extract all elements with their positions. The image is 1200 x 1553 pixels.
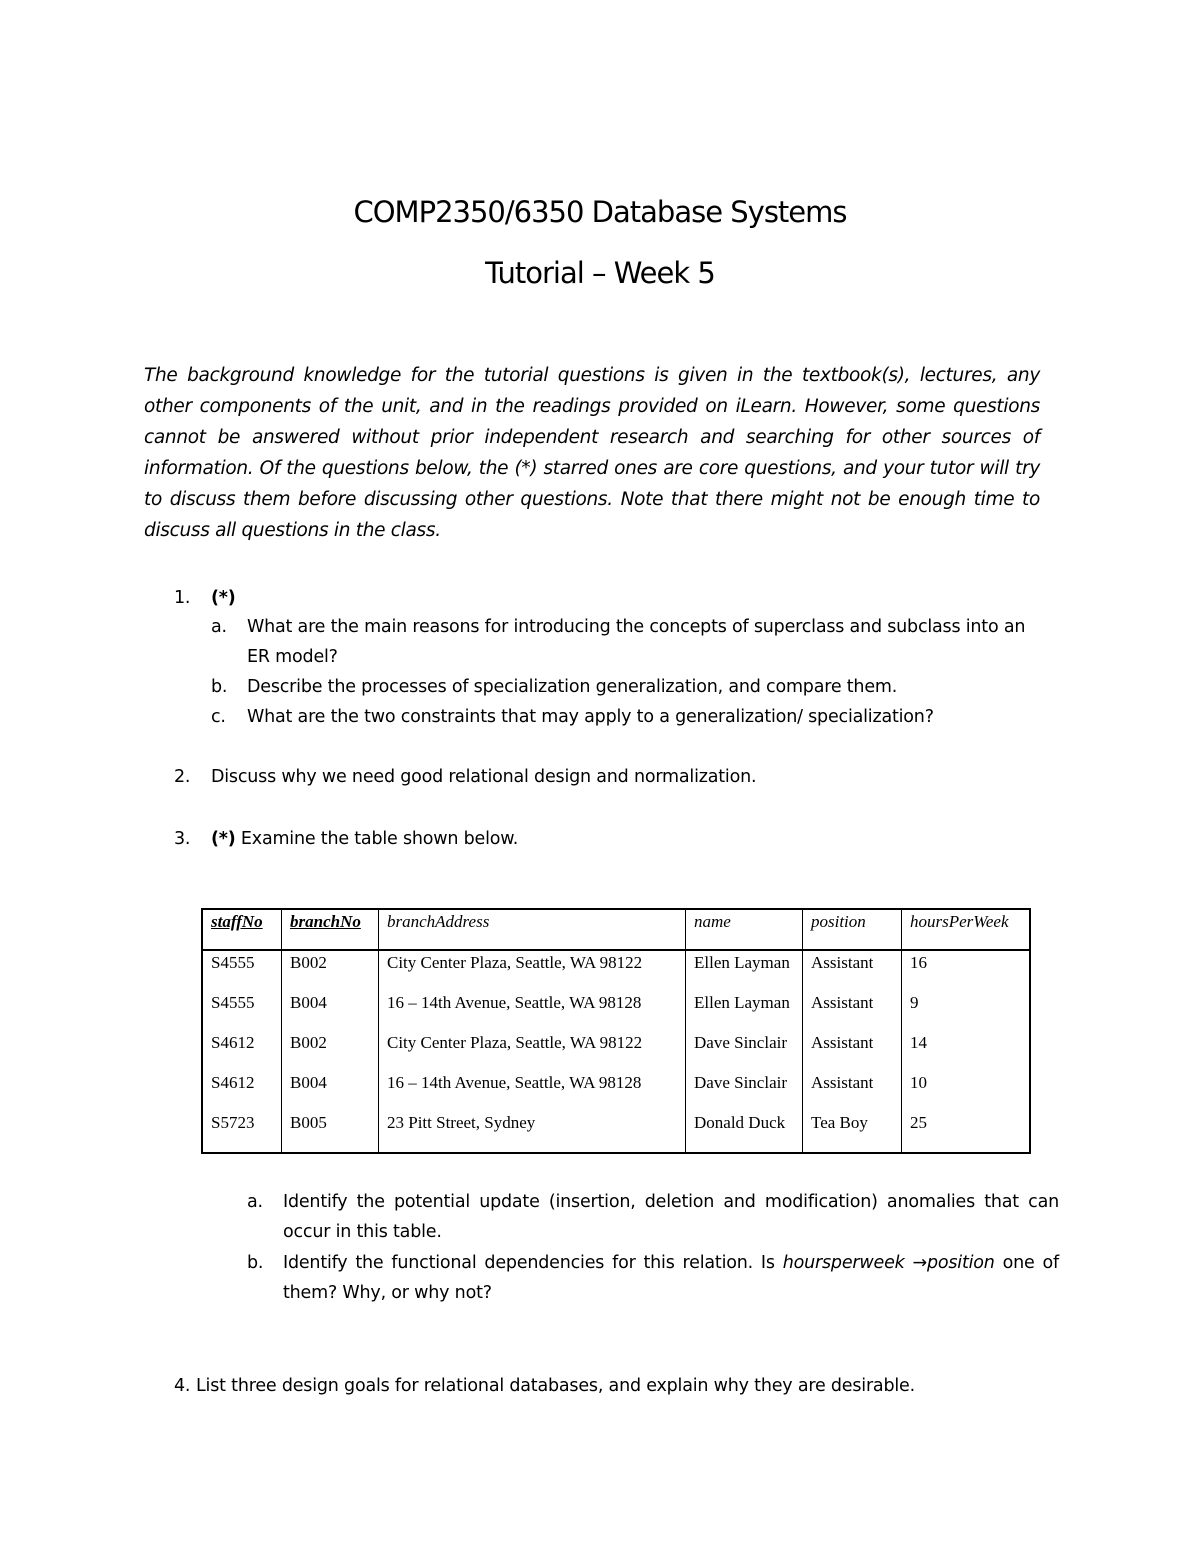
- part-label: b.: [247, 1253, 264, 1273]
- question-text: List three design goals for relational databases, and explain why they are desirable.: [196, 1376, 915, 1396]
- cell-hoursperweek: 14: [902, 1032, 1031, 1072]
- core-star: (*): [211, 588, 236, 608]
- cell-branchaddress: 16 – 14th Avenue, Seattle, WA 98128: [379, 992, 686, 1032]
- question-text: Discuss why we need good relational design and normalization.: [211, 767, 757, 787]
- question-number: 4.: [174, 1376, 191, 1396]
- cell-branchaddress: City Center Plaza, Seattle, WA 98122: [379, 1032, 686, 1072]
- column-header-hoursperweek: hoursPerWeek: [902, 909, 1031, 950]
- cell-branchno: B002: [282, 1032, 379, 1072]
- cell-branchno: B004: [282, 1072, 379, 1112]
- cell-staffno: S5723: [202, 1112, 282, 1153]
- fd-determinant: hoursperweek: [782, 1253, 905, 1273]
- question-number: 3.: [174, 829, 191, 849]
- question-number: 2.: [174, 767, 191, 787]
- question-text-body: Examine the table shown below.: [235, 829, 519, 849]
- fd-dependent: position: [926, 1253, 995, 1273]
- cell-staffno: S4612: [202, 1072, 282, 1112]
- table-row: [202, 992, 1030, 1032]
- cell-position: Tea Boy: [803, 1112, 902, 1153]
- cell-branchaddress: City Center Plaza, Seattle, WA 98122: [379, 950, 686, 992]
- cell-hoursperweek: 9: [902, 992, 1031, 1032]
- part-text: What are the main reasons for introducing the concepts of superclass and subclass into an ER model?: [247, 617, 1026, 667]
- cell-branchaddress: 16 – 14th Avenue, Seattle, WA 98128: [379, 1072, 686, 1112]
- part-text: Identify the potential update (insertion, deletion and modification) anomalies that can occur in this table.: [283, 1192, 1059, 1242]
- part-text: Describe the processes of specialization generalization, and compare them.: [247, 677, 898, 697]
- intro-paragraph: The background knowledge for the tutorial questions is given in the textbook(s), lectures, any other components of the unit, and in the readings provided on iLearn. However, some questions cannot be answered without prior independent research and searching for other sources of information. Of the questions below, the (*) starred ones are core questions, and your tutor will try to discuss them before discussing other questions. Note that there might not be enough time to discuss all questions in the class.: [144, 365, 1040, 541]
- table-header-row: [202, 909, 1030, 950]
- cell-branchno: B004: [282, 992, 379, 1032]
- cell-name: Dave Sinclair: [686, 1032, 803, 1072]
- cell-name: Dave Sinclair: [686, 1072, 803, 1112]
- table-row: [202, 1112, 1030, 1153]
- core-star: (*): [211, 829, 236, 849]
- cell-name: Ellen Layman: [686, 950, 803, 992]
- table-row: [202, 950, 1030, 992]
- part-label: a.: [211, 617, 227, 637]
- course-title: COMP2350/6350 Database Systems: [353, 195, 847, 229]
- cell-position: Assistant: [803, 950, 902, 992]
- part-text: [283, 1248, 1059, 1308]
- cell-staffno: S4612: [202, 1032, 282, 1072]
- arrow-icon: →: [912, 1253, 927, 1273]
- cell-hoursperweek: 25: [902, 1112, 1031, 1153]
- cell-branchno: B005: [282, 1112, 379, 1153]
- table-row: [202, 1072, 1030, 1112]
- table-row: [202, 1032, 1030, 1072]
- cell-position: Assistant: [803, 992, 902, 1032]
- part-text-start: Identify the functional dependencies for this relation. Is: [283, 1253, 783, 1273]
- question-number: 1.: [174, 588, 191, 608]
- cell-position: Assistant: [803, 1032, 902, 1072]
- column-header-name: name: [686, 909, 803, 950]
- cell-hoursperweek: 10: [902, 1072, 1031, 1112]
- cell-branchaddress: 23 Pitt Street, Sydney: [379, 1112, 686, 1153]
- column-header-branchno: branchNo: [282, 909, 379, 950]
- part-label: b.: [211, 677, 228, 697]
- column-header-staffno: staffNo: [202, 909, 282, 950]
- part-text: What are the two constraints that may apply to a generalization/ specialization?: [247, 707, 934, 727]
- cell-staffno: S4555: [202, 992, 282, 1032]
- cell-staffno: S4555: [202, 950, 282, 992]
- tutorial-title: Tutorial – Week 5: [485, 256, 715, 290]
- cell-name: Donald Duck: [686, 1112, 803, 1153]
- cell-branchno: B002: [282, 950, 379, 992]
- part-text-end: one of them? Why, or why not?: [283, 1253, 1059, 1303]
- part-label: a.: [247, 1192, 263, 1212]
- staff-branch-table: [201, 908, 1031, 1154]
- cell-position: Assistant: [803, 1072, 902, 1112]
- part-label: c.: [211, 707, 226, 727]
- cell-name: Ellen Layman: [686, 992, 803, 1032]
- column-header-branchaddress: branchAddress: [379, 909, 686, 950]
- column-header-position: position: [803, 909, 902, 950]
- question-text: [211, 824, 1051, 854]
- cell-hoursperweek: 16: [902, 950, 1031, 992]
